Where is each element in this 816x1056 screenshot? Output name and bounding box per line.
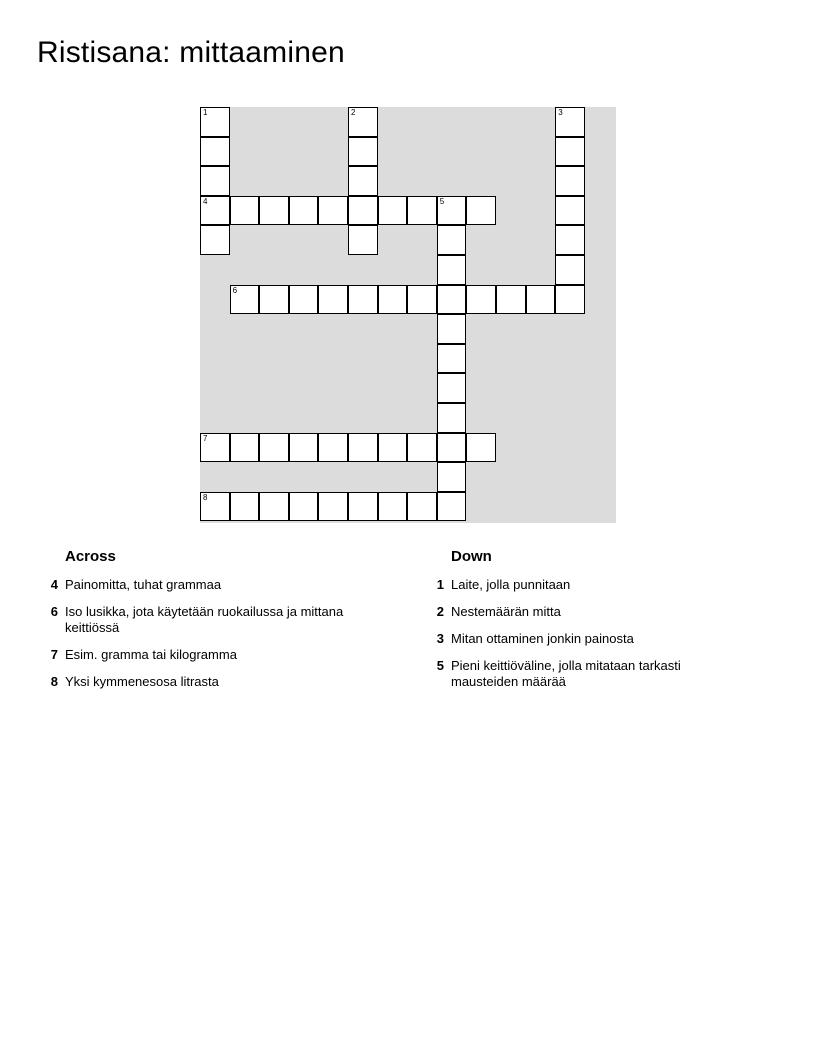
grid-cell[interactable] <box>555 225 585 255</box>
clue-text: Pieni keittiöväline, jolla mitataan tarkasti mausteiden määrää <box>451 658 681 689</box>
crossword-grid <box>200 107 616 523</box>
grid-cell[interactable] <box>407 433 437 463</box>
grid-cell[interactable] <box>230 433 260 463</box>
grid-cell[interactable] <box>200 196 230 226</box>
clue-text: Yksi kymmenesosa litrasta <box>65 674 219 689</box>
grid-cell[interactable] <box>437 196 467 226</box>
grid-cell[interactable] <box>555 285 585 315</box>
clue-across-4 <box>40 577 380 593</box>
grid-cell[interactable] <box>526 285 556 315</box>
grid-cell[interactable] <box>348 107 378 137</box>
grid-cell[interactable] <box>230 285 260 315</box>
clue-text: Iso lusikka, jota käytetään ruokailussa ja mittana keittiössä <box>65 604 344 635</box>
grid-cell[interactable] <box>466 433 496 463</box>
clue-text: Esim. gramma tai kilogramma <box>65 647 237 662</box>
grid-cell[interactable] <box>437 462 467 492</box>
grid-cell[interactable] <box>407 285 437 315</box>
grid-cell[interactable] <box>259 285 289 315</box>
clue-number: 1 <box>436 577 444 592</box>
grid-cell[interactable] <box>407 492 437 522</box>
grid-cell[interactable] <box>437 492 467 522</box>
grid-cell[interactable] <box>437 255 467 285</box>
clue-text: Laite, jolla punnitaan <box>451 577 571 592</box>
grid-cell[interactable] <box>200 492 230 522</box>
grid-cell[interactable] <box>555 196 585 226</box>
clue-number-label: 6 <box>232 285 238 295</box>
grid-cell[interactable] <box>466 285 496 315</box>
clue-number-label: 2 <box>351 108 356 117</box>
grid-cell[interactable] <box>230 492 260 522</box>
grid-cell[interactable] <box>348 225 378 255</box>
grid-cell[interactable] <box>555 166 585 196</box>
grid-cell[interactable] <box>437 403 467 433</box>
grid-cell[interactable] <box>318 433 348 463</box>
clue-number: 4 <box>50 577 58 592</box>
clue-number-label: 7 <box>203 433 208 443</box>
across-clues <box>40 548 380 701</box>
clue-down-5 <box>426 658 736 690</box>
grid-cell[interactable] <box>437 285 467 315</box>
grid-cell[interactable] <box>289 492 319 522</box>
grid-cell[interactable] <box>348 196 378 226</box>
clue-across-6 <box>40 604 380 636</box>
grid-cell[interactable] <box>318 196 348 226</box>
clue-number: 7 <box>50 647 58 662</box>
grid-cell[interactable] <box>200 137 230 167</box>
grid-cell[interactable] <box>289 285 319 315</box>
grid-cell[interactable] <box>259 433 289 463</box>
grid-cell[interactable] <box>348 285 378 315</box>
grid-cell[interactable] <box>230 196 260 226</box>
grid-cell[interactable] <box>437 433 467 463</box>
grid-cell[interactable] <box>259 196 289 226</box>
grid-cell[interactable] <box>555 107 585 137</box>
grid-cell[interactable] <box>318 285 348 315</box>
grid-cell[interactable] <box>200 107 230 137</box>
down-clues <box>426 548 736 701</box>
grid-cell[interactable] <box>200 433 230 463</box>
grid-cell[interactable] <box>378 196 408 226</box>
grid-cell[interactable] <box>378 285 408 315</box>
grid-cell[interactable] <box>466 196 496 226</box>
across-heading: Across <box>65 548 116 565</box>
grid-cell[interactable] <box>437 373 467 403</box>
grid-cell[interactable] <box>378 433 408 463</box>
clue-text: Mitan ottaminen jonkin painosta <box>451 631 634 646</box>
page-title: Ristisana: mittaaminen <box>37 36 345 69</box>
clue-text: Painomitta, tuhat grammaa <box>65 577 222 592</box>
clue-number: 8 <box>50 674 58 689</box>
grid-cell[interactable] <box>200 225 230 255</box>
clue-number-label: 1 <box>203 108 208 117</box>
grid-cell[interactable] <box>348 492 378 522</box>
clue-across-7 <box>40 647 380 663</box>
clue-down-1 <box>426 577 736 593</box>
grid-cell[interactable] <box>348 433 378 463</box>
clue-number-label: 4 <box>203 196 208 206</box>
grid-cell[interactable] <box>378 492 408 522</box>
grid-cell[interactable] <box>555 255 585 285</box>
grid-cell[interactable] <box>437 344 467 374</box>
clue-number: 6 <box>50 604 58 619</box>
clue-number-label: 5 <box>439 196 445 206</box>
grid-cell[interactable] <box>555 137 585 167</box>
clue-down-2 <box>426 604 736 620</box>
grid-cell[interactable] <box>289 433 319 463</box>
grid-cell[interactable] <box>437 314 467 344</box>
clue-number-label: 8 <box>203 492 208 502</box>
grid-cell[interactable] <box>407 196 437 226</box>
clue-number: 5 <box>436 658 444 673</box>
clue-text: Nestemäärän mitta <box>451 604 561 619</box>
grid-cell[interactable] <box>437 225 467 255</box>
clue-number-label: 3 <box>558 108 563 117</box>
clue-number: 2 <box>436 604 444 619</box>
down-heading: Down <box>451 548 492 565</box>
grid-cell[interactable] <box>496 285 526 315</box>
grid-cell[interactable] <box>348 166 378 196</box>
grid-cell[interactable] <box>318 492 348 522</box>
grid-cell[interactable] <box>348 137 378 167</box>
grid-cell[interactable] <box>200 166 230 196</box>
grid-cell[interactable] <box>289 196 319 226</box>
clue-down-3 <box>426 631 736 647</box>
clue-across-8 <box>40 674 380 690</box>
grid-cell[interactable] <box>259 492 289 522</box>
clue-number: 3 <box>436 631 444 646</box>
